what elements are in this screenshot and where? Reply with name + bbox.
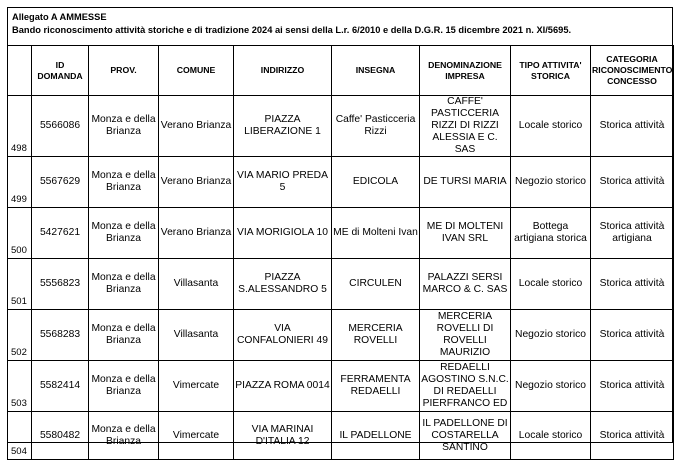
cell-indirizzo: VIA MORIGIOLA 10	[234, 208, 332, 259]
cell-categoria: Storica attività	[591, 157, 674, 208]
cell-comune: Verano Brianza	[159, 208, 234, 259]
cell-indirizzo: VIA MARINAI D'ITALIA 12	[234, 412, 332, 460]
cell-prov: Monza e della Brianza	[89, 259, 159, 310]
table-header-row	[8, 46, 674, 96]
cell-id: 5582414	[32, 361, 89, 412]
header-comune: COMUNE	[159, 46, 234, 96]
table-row	[8, 259, 674, 310]
header-categoria: CATEGORIA RICONOSCIMENTO CONCESSO	[591, 46, 674, 96]
cell-tipo: Negozio storico	[511, 157, 591, 208]
cell-insegna: CIRCULEN	[332, 259, 420, 310]
cell-tipo: Locale storico	[511, 96, 591, 157]
cell-prov: Monza e della Brianza	[89, 412, 159, 460]
header-denominazione: DENOMINAZIONE IMPRESA	[420, 46, 511, 96]
cell-denominazione: ME DI MOLTENI IVAN SRL	[420, 208, 511, 259]
cell-tipo: Bottega artigiana storica	[511, 208, 591, 259]
admitted-table	[7, 45, 674, 460]
cell-denominazione: CAFFE' PASTICCERIA RIZZI DI RIZZI ALESSIA E C. SAS	[420, 96, 511, 157]
header-rownum	[8, 46, 32, 96]
cell-categoria: Storica attività	[591, 361, 674, 412]
cell-denominazione: IL PADELLONE DI COSTARELLA SANTINO	[420, 412, 511, 460]
cell-id: 5556823	[32, 259, 89, 310]
cell-id: 5580482	[32, 412, 89, 460]
cell-categoria: Storica attività	[591, 412, 674, 460]
row-number: 501	[8, 259, 32, 310]
cell-prov: Monza e della Brianza	[89, 310, 159, 361]
cell-id: 5566086	[32, 96, 89, 157]
row-number: 498	[8, 96, 32, 157]
header-id: ID DOMANDA	[32, 46, 89, 96]
row-number: 502	[8, 310, 32, 361]
cell-denominazione: MERCERIA ROVELLI DI ROVELLI MAURIZIO	[420, 310, 511, 361]
cell-tipo: Negozio storico	[511, 361, 591, 412]
table-row	[8, 310, 674, 361]
cell-insegna: Caffe' Pasticceria Rizzi	[332, 96, 420, 157]
cell-categoria: Storica attività	[591, 96, 674, 157]
cell-id: 5568283	[32, 310, 89, 361]
table-row	[8, 412, 674, 460]
row-number: 503	[8, 361, 32, 412]
cell-categoria: Storica attività artigiana	[591, 208, 674, 259]
call-description: Bando riconoscimento attività storiche e di tradizione 2024 ai sensi della L.r. 6/2010 e della D.G.R. 15 dicembre 2021 n. XI/5695.	[12, 25, 572, 35]
cell-prov: Monza e della Brianza	[89, 208, 159, 259]
cell-comune: Verano Brianza	[159, 157, 234, 208]
cell-indirizzo: VIA CONFALONIERI 49	[234, 310, 332, 361]
cell-indirizzo: PIAZZA S.ALESSANDRO 5	[234, 259, 332, 310]
cell-tipo: Locale storico	[511, 259, 591, 310]
table-row	[8, 96, 674, 157]
row-number: 500	[8, 208, 32, 259]
cell-indirizzo: PIAZZA ROMA 0014	[234, 361, 332, 412]
cell-id: 5427621	[32, 208, 89, 259]
cell-indirizzo: PIAZZA LIBERAZIONE 1	[234, 96, 332, 157]
cell-insegna: FERRAMENTA REDAELLI	[332, 361, 420, 412]
cell-insegna: EDICOLA	[332, 157, 420, 208]
cell-insegna: IL PADELLONE	[332, 412, 420, 460]
cell-categoria: Storica attività	[591, 259, 674, 310]
cell-tipo: Negozio storico	[511, 310, 591, 361]
cell-prov: Monza e della Brianza	[89, 157, 159, 208]
cell-prov: Monza e della Brianza	[89, 361, 159, 412]
row-number: 504	[8, 412, 32, 460]
cell-tipo: Locale storico	[511, 412, 591, 460]
cell-id: 5567629	[32, 157, 89, 208]
cell-prov: Monza e della Brianza	[89, 96, 159, 157]
attachment-title: Allegato A AMMESSE	[12, 12, 107, 22]
table-row	[8, 157, 674, 208]
header-tipo: TIPO ATTIVITA' STORICA	[511, 46, 591, 96]
cell-insegna: MERCERIA ROVELLI	[332, 310, 420, 361]
table-row	[8, 208, 674, 259]
cell-denominazione: REDAELLI AGOSTINO S.N.C. DI REDAELLI PIERFRANCO ED	[420, 361, 511, 412]
cell-categoria: Storica attività	[591, 310, 674, 361]
cell-comune: Vimercate	[159, 412, 234, 460]
header-indirizzo: INDIRIZZO	[234, 46, 332, 96]
cell-indirizzo: VIA MARIO PREDA 5	[234, 157, 332, 208]
cell-comune: Verano Brianza	[159, 96, 234, 157]
document-sheet	[7, 7, 673, 457]
cell-comune: Villasanta	[159, 259, 234, 310]
cell-comune: Villasanta	[159, 310, 234, 361]
cell-denominazione: PALAZZI SERSI MARCO & C. SAS	[420, 259, 511, 310]
cell-comune: Vimercate	[159, 361, 234, 412]
cell-insegna: ME di Molteni Ivan	[332, 208, 420, 259]
row-number: 499	[8, 157, 32, 208]
document-heading	[8, 8, 672, 46]
table-row	[8, 361, 674, 412]
header-insegna: INSEGNA	[332, 46, 420, 96]
header-prov: PROV.	[89, 46, 159, 96]
cell-denominazione: DE TURSI MARIA	[420, 157, 511, 208]
